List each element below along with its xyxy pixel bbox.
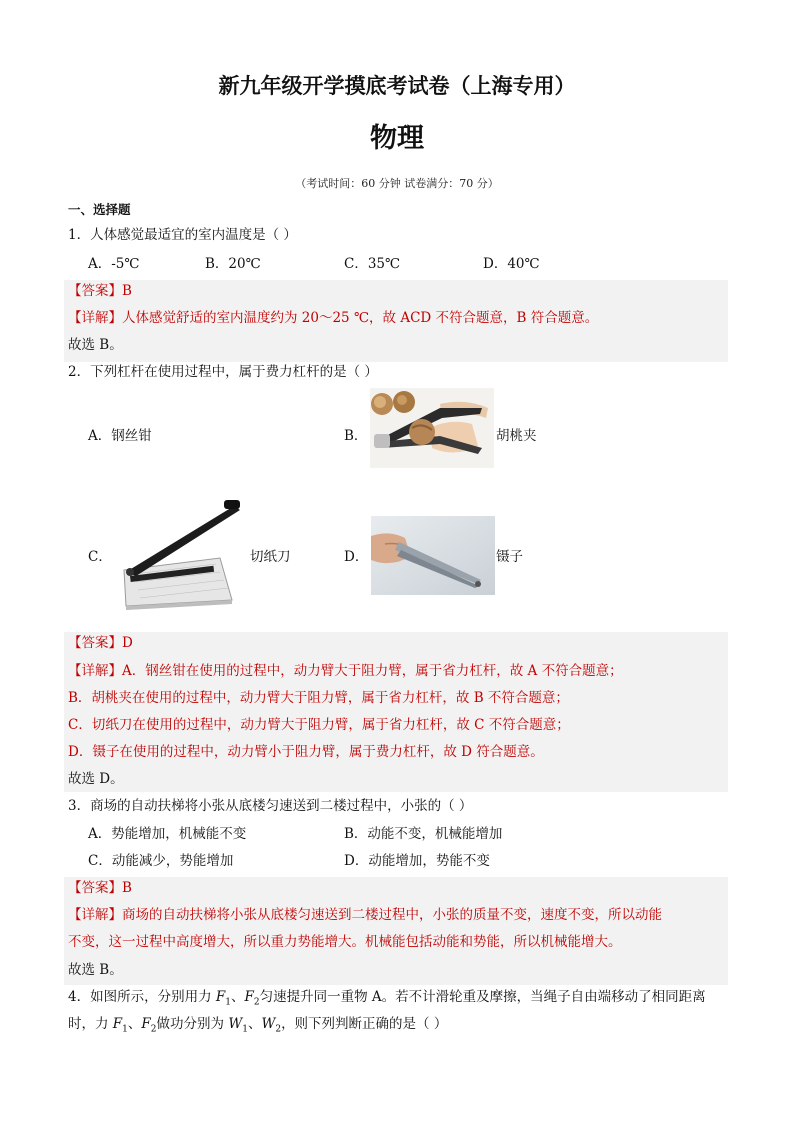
q2-detail-line-2: B．胡桃夹在使用的过程中，动力臂大于阻力臂，属于省力杠杆，故 B 不符合题意； (68, 690, 569, 706)
answer-value: B (122, 880, 132, 896)
q2-detail-line-1 (68, 662, 623, 680)
q2-answer-line (68, 634, 133, 652)
question-3-stem: 3．商场的自动扶梯将小张从底楼匀速送到二楼过程中，小张的（ ） (68, 798, 473, 814)
q3-option-c: C．动能减少，势能增加 (88, 853, 234, 869)
q3-option-d: D．动能增加，势能不变 (344, 853, 490, 869)
exam-title: 新九年级开学摸底考试卷（上海专用） (218, 74, 576, 98)
q4-sub: 1 (242, 1024, 248, 1035)
q2-option-c-name: 切纸刀 (250, 549, 291, 565)
question-4-stem-line-2 (68, 1015, 447, 1039)
q2-option-a: A．钢丝钳 (88, 428, 152, 444)
q2-option-c-letter: C． (88, 549, 112, 565)
q4-var-f1: F (215, 989, 226, 1005)
detail-text: 商场的自动扶梯将小张从底楼匀速送到二楼过程中，小张的质量不变，速度不变，所以动能 (122, 907, 662, 923)
detail-text: 人体感觉舒适的室内温度约为 20～25 ℃，故 ACD 不符合题意，B 符合题意。 (122, 310, 599, 326)
q1-option-a: A．-5℃ (88, 256, 140, 272)
q4-sep: 、 (127, 1016, 142, 1032)
q4-var-f2: F (141, 1016, 151, 1032)
q2-detail-line-3: C．切纸刀在使用的过程中，动力臂大于阻力臂，属于省力杠杆，故 C 不符合题意； (68, 717, 570, 733)
q1-option-d: D．40℃ (483, 256, 540, 272)
q2-option-b-letter: B． (344, 428, 368, 444)
question-4-stem-line-1 (68, 988, 706, 1012)
q4-sep: 、 (231, 989, 245, 1005)
question-2-stem: 2．下列杠杆在使用过程中，属于费力杠杆的是（ ） (68, 364, 378, 380)
q4-text: ，则下列判断正确的是（ ） (281, 1016, 448, 1032)
answer-tag: 【答案】 (68, 635, 122, 651)
q4-var-f2: F (244, 989, 254, 1005)
answer-value: B (122, 283, 132, 299)
q4-text: 匀速提升同一重物 A。若不计滑轮重及摩擦，当绳子自由端移动了相同距离 (259, 989, 706, 1005)
q3-detail-line-1 (68, 906, 662, 924)
q4-var-w2: W (261, 1016, 276, 1032)
q3-option-a: A．势能增加，机械能不变 (88, 826, 247, 842)
q2-option-d-name: 镊子 (496, 549, 523, 565)
q2-detail-line-4: D．镊子在使用的过程中，动力臂小于阻力臂，属于费力杠杆，故 D 符合题意。 (68, 744, 544, 760)
q2-conclusion: 故选 D。 (68, 771, 124, 787)
paper-cutter-image (116, 500, 242, 610)
q4-sub: 2 (275, 1024, 282, 1035)
q3-answer-block (64, 877, 728, 985)
q4-var-f1: F (112, 1016, 123, 1032)
q4-text: 4．如图所示，分别用力 (68, 989, 216, 1005)
q2-option-d-letter: D． (344, 549, 369, 565)
question-1-stem: 1．人体感觉最适宜的室内温度是（ ） (68, 227, 297, 243)
q4-var-w1: W (228, 1016, 243, 1032)
answer-tag: 【答案】 (68, 880, 122, 896)
q1-option-c: C．35℃ (344, 256, 401, 272)
q3-conclusion: 故选 B。 (68, 962, 123, 978)
nutcracker-image (370, 388, 494, 468)
q3-detail-line-2: 不变，这一过程中高度增大，所以重力势能增大。机械能包括动能和势能，所以机械能增大。 (68, 934, 622, 950)
exam-meta: （考试时间：60 分钟 试卷满分：70 分） (295, 177, 499, 190)
q1-answer-line (68, 282, 132, 300)
section-heading: 一、选择题 (68, 202, 131, 217)
q4-text: 时，力 (68, 1016, 113, 1032)
q1-detail-line (68, 309, 598, 327)
detail-tag: 【详解】 (68, 663, 122, 679)
answer-value: D (122, 635, 133, 651)
subject-title: 物理 (370, 123, 424, 154)
detail-tag: 【详解】 (68, 907, 122, 923)
q2-answer-block (64, 632, 728, 792)
q3-option-b: B．动能不变，机械能增加 (344, 826, 503, 842)
q4-sub: 2 (150, 1024, 157, 1035)
tweezers-image (371, 516, 495, 595)
q4-sub: 1 (122, 1024, 128, 1035)
q3-answer-line (68, 879, 132, 897)
q1-option-b: B．20℃ (205, 256, 261, 272)
q4-sub: 1 (225, 997, 231, 1008)
q4-sub: 2 (253, 997, 260, 1008)
q4-text: 做功分别为 (156, 1016, 229, 1032)
q1-conclusion: 故选 B。 (68, 337, 123, 353)
answer-tag: 【答案】 (68, 283, 122, 299)
q2-option-b-name: 胡桃夹 (496, 428, 537, 444)
detail-text: A．钢丝钳在使用的过程中，动力臂大于阻力臂，属于省力杠杆，故 A 不符合题意； (122, 663, 623, 679)
detail-tag: 【详解】 (68, 310, 122, 326)
q4-sep: 、 (247, 1016, 262, 1032)
